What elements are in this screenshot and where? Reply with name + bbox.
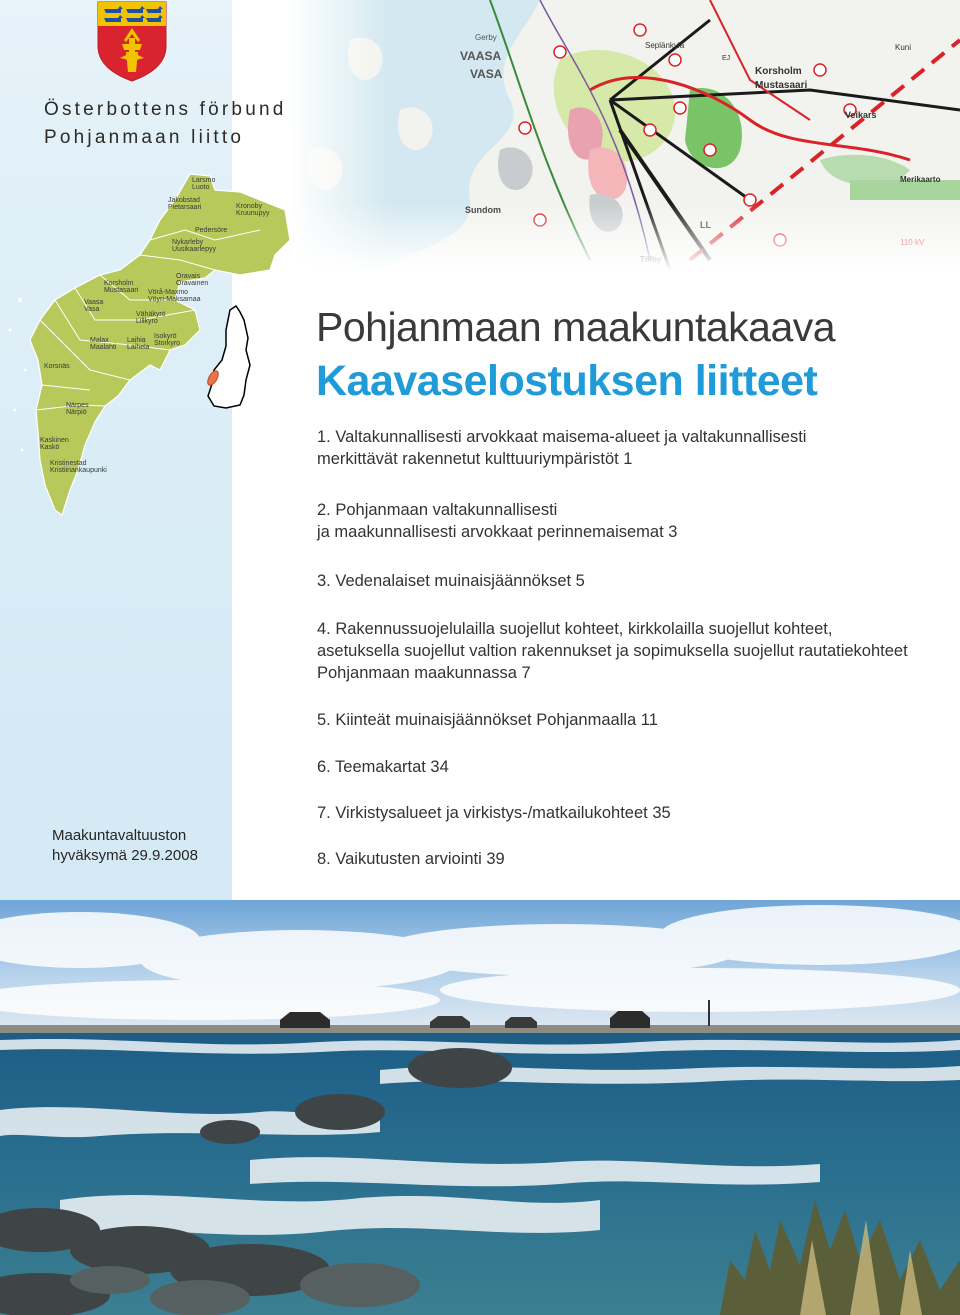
region-label-korsnas: Korsnäs bbox=[44, 363, 70, 370]
toc-item-4: 4. Rakennussuojelulailla suojellut kohteet, kirkkolailla suojellut kohteet, asetuksella suojellut valtion rakennukset ja sopimuksella suojellut rautatiekohteet Pohjanmaan maakunnassa 7 bbox=[317, 620, 908, 682]
organization-name-swedish: Österbottens förbund bbox=[44, 99, 287, 120]
region-label-uusikaarlepyy: Uusikaarlepyy bbox=[172, 246, 216, 253]
region-label-vahakyro: Vähäkyrö bbox=[136, 311, 166, 318]
region-label-mustasaari: Mustasaari bbox=[104, 287, 139, 294]
toc-item-3: 3. Vedenalaiset muinaisjäännökset 5 bbox=[317, 572, 585, 590]
organization-name bbox=[44, 96, 287, 152]
coat-of-arms-logo bbox=[96, 0, 168, 82]
region-label-laihia: Laihia bbox=[127, 337, 146, 344]
region-label-vaasa: Vaasa bbox=[84, 299, 104, 306]
toc-item-5: 5. Kiinteät muinaisjäännökset Pohjanmaalla 11 bbox=[317, 711, 658, 729]
region-label-maalahti: Maalahti bbox=[90, 344, 117, 351]
region-label-isokyro: Isokyrö bbox=[154, 333, 177, 340]
toc-item-6: 6. Teemakartat 34 bbox=[317, 758, 449, 776]
page-title: Pohjanmaan maakuntakaava bbox=[316, 304, 836, 350]
region-label-kasko: Kaskö bbox=[40, 444, 60, 451]
region-label-oravais: Oravais bbox=[176, 273, 201, 280]
region-label-vasa: Vasa bbox=[84, 306, 100, 313]
region-label-kruunupyy: Kruunupyy bbox=[236, 210, 270, 217]
region-label-korsholm: Korsholm bbox=[104, 280, 134, 287]
region-label-malax: Malax bbox=[90, 337, 109, 344]
region-label-kronoby: Kronoby bbox=[236, 203, 263, 210]
planning-map-image bbox=[290, 0, 960, 270]
approval-note bbox=[52, 826, 198, 866]
toc-item-7: 7. Virkistysalueet ja virkistys-/matkailukohteet 35 bbox=[317, 804, 671, 822]
approval-line-2: hyväksymä 29.9.2008 bbox=[52, 847, 198, 864]
region-label-kristinestad: Kristinestad bbox=[50, 460, 87, 467]
region-label-kaskinen: Kaskinen bbox=[40, 437, 69, 444]
region-label-nykarleby: Nykarleby bbox=[172, 239, 204, 246]
toc-item-2: 2. Pohjanmaan valtakunnallisesti ja maakunnallisesti arvokkaat perinnemaisemat 3 bbox=[317, 501, 678, 541]
region-label-luoto: Luoto bbox=[192, 184, 210, 191]
region-label-voyri-maksamaa: Vöyri-Maksamaa bbox=[148, 296, 201, 303]
toc-item-1: 1. Valtakunnallisesti arvokkaat maisema-alueet ja valtakunnallisesti merkittävät rakennetut kulttuuriympäristöt 1 bbox=[317, 428, 807, 468]
region-label-laihela: Laihela bbox=[127, 344, 150, 351]
region-label-pedersore: Pedersöre bbox=[195, 227, 228, 234]
region-label-lillkyro: Lillkyro bbox=[136, 318, 158, 325]
toc-item-8: 8. Vaikutusten arviointi 39 bbox=[317, 850, 505, 868]
region-label-kristiinankaupunki: Kristiinankaupunki bbox=[50, 467, 107, 474]
region-label-larsmo: Larsmo bbox=[192, 177, 216, 184]
region-label-pietarsaari: Pietarsaari bbox=[168, 204, 202, 211]
region-label-narpes: Närpes bbox=[66, 402, 89, 409]
region-map-image bbox=[0, 170, 300, 520]
region-label-jakobstad: Jakobstad bbox=[168, 197, 200, 204]
organization-name-finnish: Pohjanmaan liitto bbox=[44, 127, 245, 148]
approval-line-1: Maakuntavaltuuston bbox=[52, 827, 187, 844]
coastal-sea-photo bbox=[0, 900, 960, 1315]
region-label-storkyro: Storkyro bbox=[154, 340, 181, 347]
finland-outline bbox=[208, 306, 250, 408]
region-label-narpio: Närpiö bbox=[66, 409, 87, 416]
page-subtitle: Kaavaselostuksen liitteet bbox=[316, 357, 818, 405]
region-label-vora-maxmo: Vörå-Maxmo bbox=[148, 289, 189, 296]
region-label-oravainen: Oravainen bbox=[176, 280, 209, 287]
